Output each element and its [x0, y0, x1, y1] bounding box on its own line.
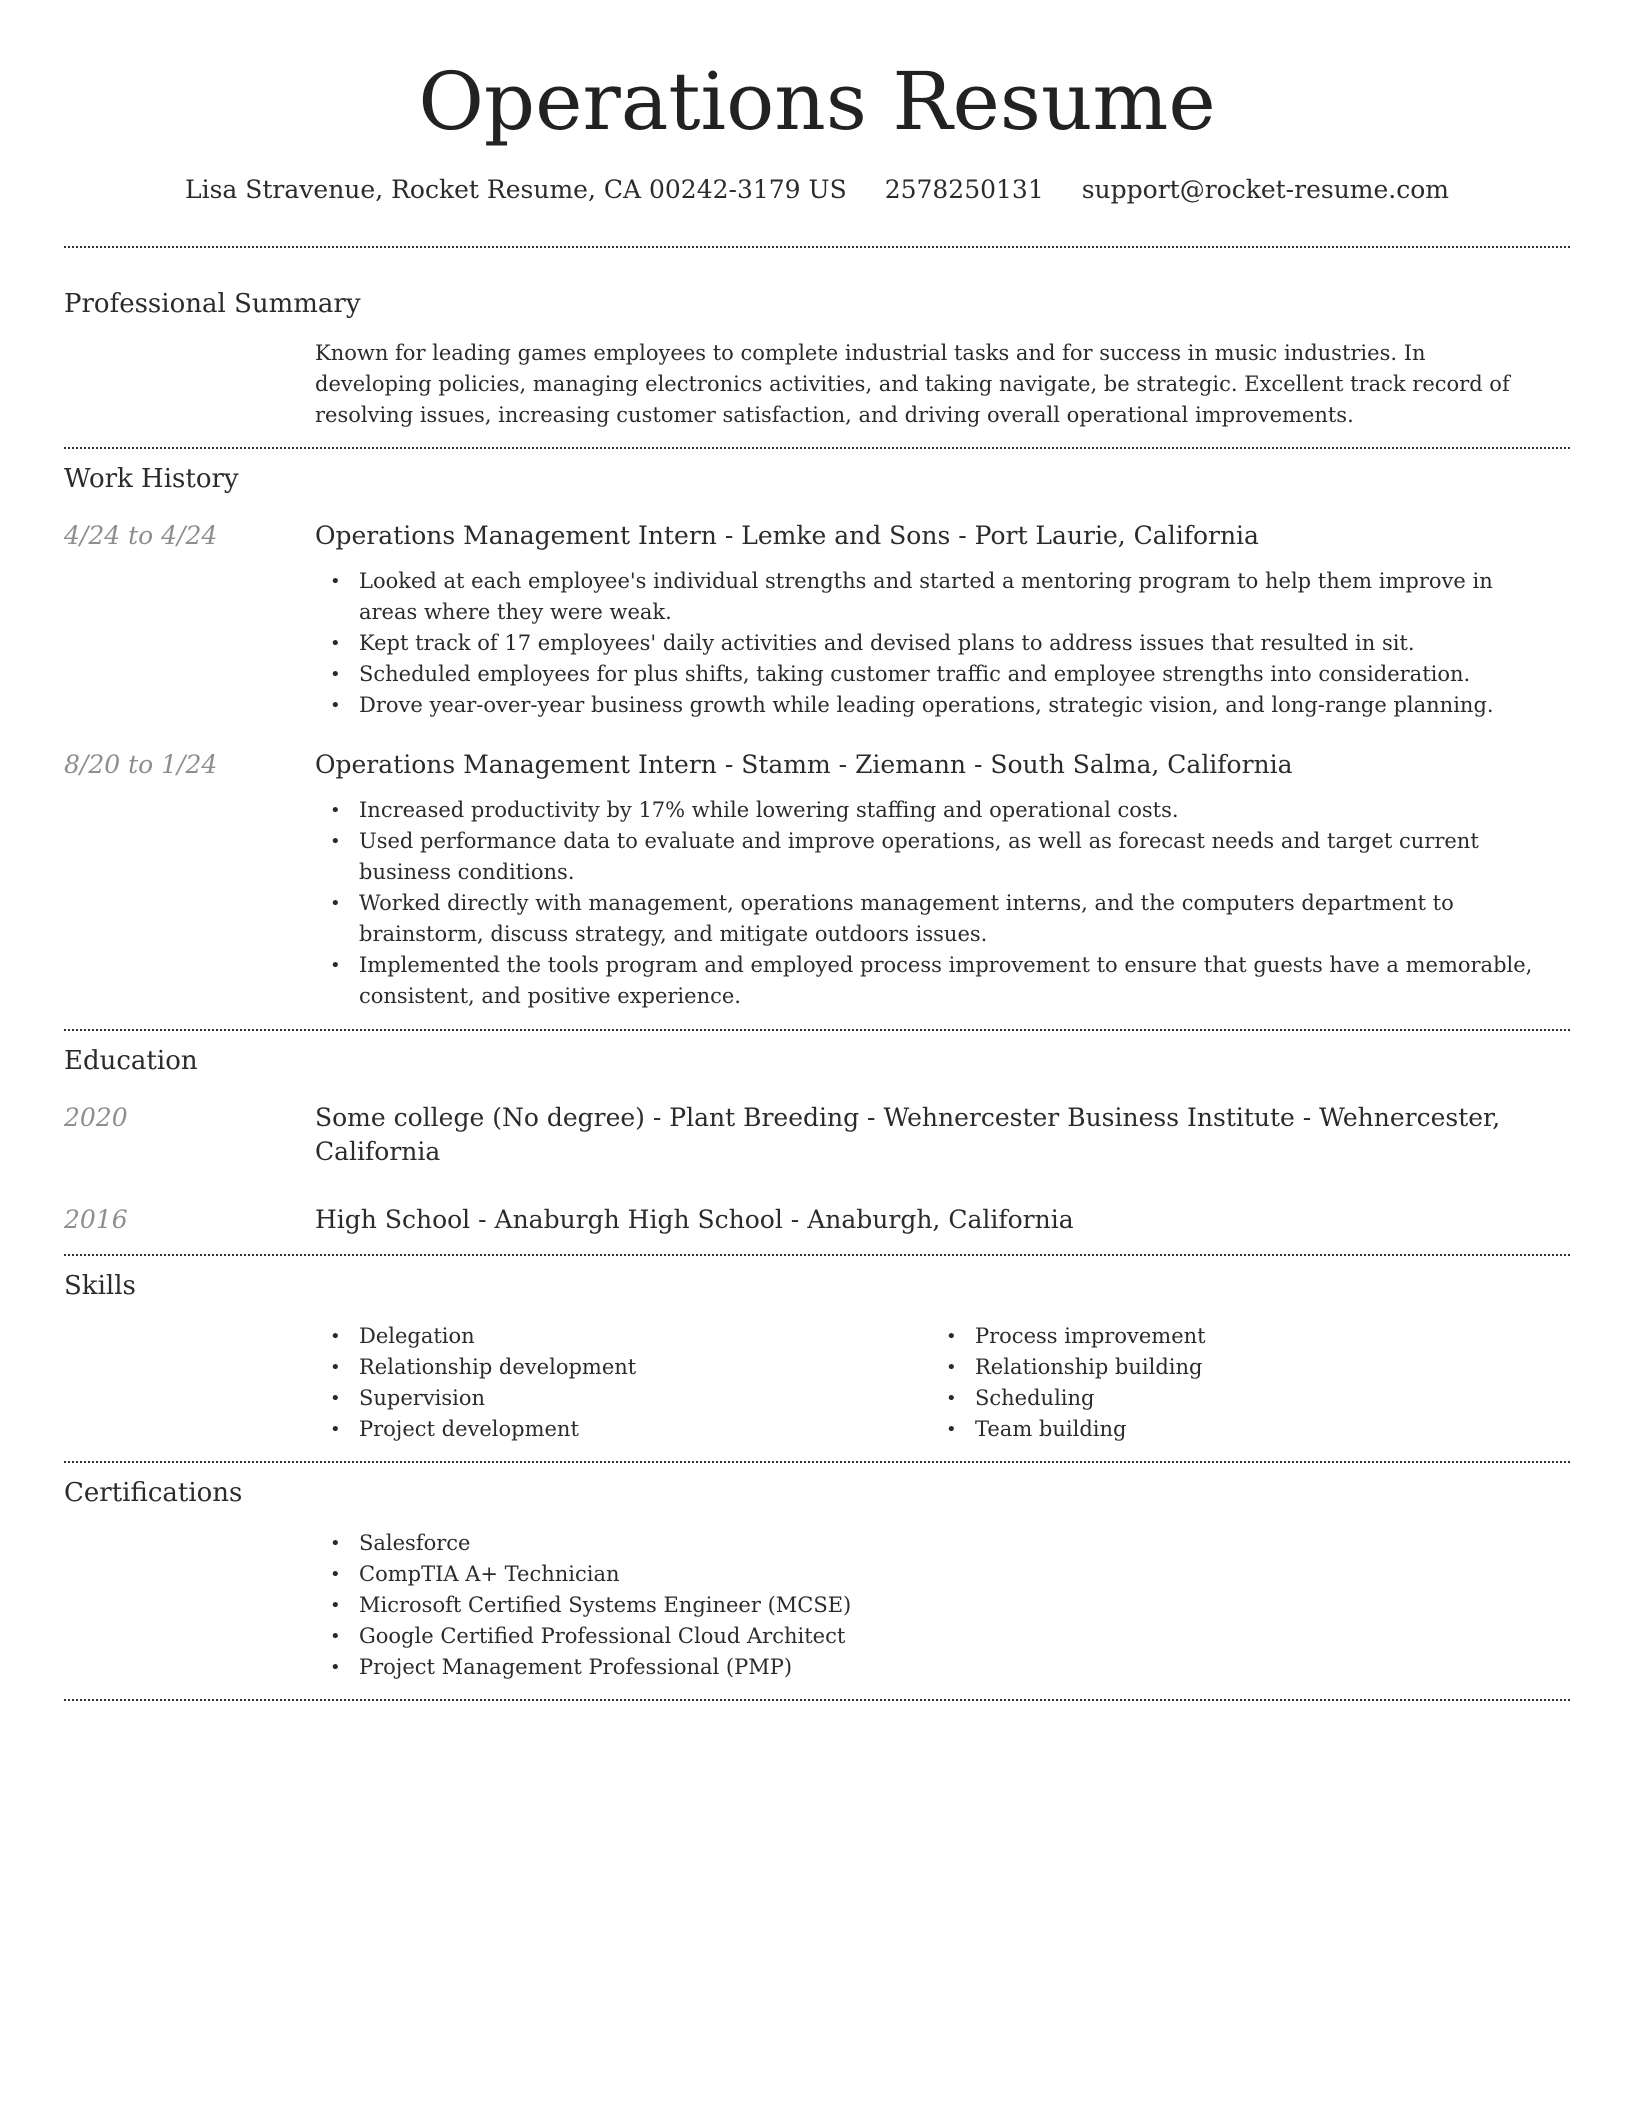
- divider: [64, 1461, 1570, 1463]
- list-item: • Delegation: [315, 1321, 931, 1352]
- job-dates: 4/24 to 4/24: [64, 521, 218, 550]
- skills-columns: [315, 1321, 1570, 1445]
- list-item: • Salesforce: [315, 1528, 1555, 1559]
- skills-list-left: [315, 1321, 931, 1445]
- list-item: • Relationship development: [315, 1352, 931, 1383]
- certifications-list: [315, 1528, 1555, 1683]
- divider: [64, 1029, 1570, 1031]
- education-entry: [64, 1101, 1570, 1169]
- job-bullets: [315, 566, 1555, 721]
- list-item: • Team building: [931, 1414, 1547, 1445]
- list-item: • Project development: [315, 1414, 931, 1445]
- section-title-work-history: Work History: [64, 464, 239, 494]
- job-dates: 8/20 to 1/24: [64, 750, 218, 779]
- list-item: • Scheduling: [931, 1383, 1547, 1414]
- job-entry: [64, 519, 1570, 553]
- list-item: • Microsoft Certified Systems Engineer (MCSE): [315, 1590, 1555, 1621]
- list-item: • Project Management Professional (PMP): [315, 1652, 1555, 1683]
- list-item: • CompTIA A+ Technician: [315, 1559, 1555, 1590]
- list-item: • Supervision: [315, 1383, 931, 1414]
- list-item: • Scheduled employees for plus shifts, taking customer traffic and employee strengths into consideration.: [315, 659, 1555, 690]
- list-item: • Google Certified Professional Cloud Architect: [315, 1621, 1555, 1652]
- resume-title: Operations Resume: [418, 55, 1216, 148]
- list-item: • Process improvement: [931, 1321, 1547, 1352]
- education-detail: Some college (No degree) - Plant Breeding - Wehnercester Business Institute - Wehnercester, California: [315, 1103, 1501, 1166]
- contact-line: [64, 170, 1570, 210]
- contact-phone: 2578250131: [884, 175, 1044, 204]
- skills-list-right: [931, 1321, 1547, 1445]
- list-item: • Worked directly with management, operations management interns, and the computers department to brainstorm, discuss strategy, and mitigate outdoors issues.: [315, 888, 1555, 950]
- summary-text: Known for leading games employees to complete industrial tasks and for success in music industries. In developing policies, managing electronics activities, and taking navigate, be strategic. Excellent track record of resolving issues, increasing customer satisfaction, and driving overall operational improvements.: [315, 341, 1510, 427]
- section-title-summary: Professional Summary: [64, 289, 361, 319]
- section-title-certifications: Certifications: [64, 1478, 243, 1508]
- education-year: 2020: [64, 1103, 128, 1132]
- education-year: 2016: [64, 1205, 128, 1234]
- divider: [64, 447, 1570, 449]
- divider: [64, 246, 1570, 248]
- list-item: • Relationship building: [931, 1352, 1547, 1383]
- education-detail: High School - Anaburgh High School - Anaburgh, California: [315, 1205, 1074, 1234]
- list-item: • Implemented the tools program and employed process improvement to ensure that guests have a memorable, consistent, and positive experience.: [315, 950, 1555, 1012]
- divider: [64, 1254, 1570, 1256]
- job-entry: [64, 748, 1570, 782]
- contact-email: support@rocket-resume.com: [1081, 175, 1450, 204]
- education-entry: [64, 1203, 1570, 1237]
- section-title-skills: Skills: [64, 1271, 136, 1301]
- list-item: • Used performance data to evaluate and improve operations, as well as forecast needs and target current business conditions.: [315, 826, 1555, 888]
- divider: [64, 1699, 1570, 1701]
- list-item: • Kept track of 17 employees' daily activities and devised plans to address issues that resulted in sit.: [315, 628, 1555, 659]
- job-title: Operations Management Intern - Stamm - Ziemann - South Salma, California: [315, 750, 1293, 779]
- list-item: • Drove year-over-year business growth while leading operations, strategic vision, and long-range planning.: [315, 690, 1555, 721]
- list-item: • Looked at each employee's individual strengths and started a mentoring program to help them improve in areas where they were weak.: [315, 566, 1555, 628]
- contact-address: Lisa Stravenue, Rocket Resume, CA 00242-3179 US: [184, 175, 847, 204]
- resume-page: [64, 0, 1570, 1701]
- list-item: • Increased productivity by 17% while lowering staffing and operational costs.: [315, 795, 1555, 826]
- section-title-education: Education: [64, 1046, 198, 1076]
- job-title: Operations Management Intern - Lemke and Sons - Port Laurie, California: [315, 521, 1259, 550]
- job-bullets: [315, 795, 1555, 1012]
